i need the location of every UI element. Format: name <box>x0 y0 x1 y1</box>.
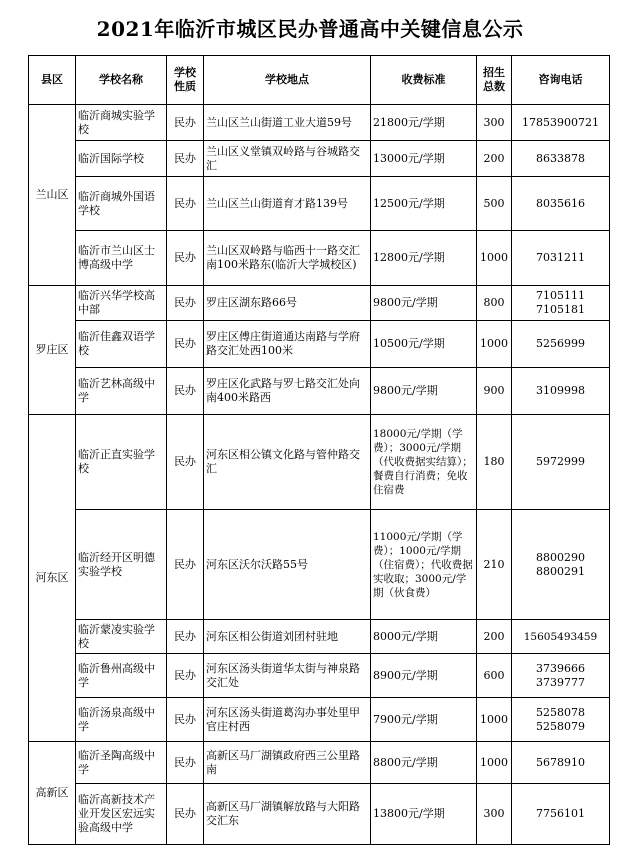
table-row <box>29 231 610 286</box>
school-name: 临沂高新技术产业开发区宏远实验高级中学 <box>76 784 167 845</box>
fee: 13800元/学期 <box>371 784 477 845</box>
enroll: 300 <box>477 784 512 845</box>
school-name: 临沂国际学校 <box>76 141 167 177</box>
phone: 7756101 <box>512 784 610 845</box>
page-title: 2021年临沂市城区民办普通高中关键信息公示 <box>96 16 524 41</box>
fee: 21800元/学期 <box>371 105 477 141</box>
school-address: 河东区相公街道刘团村驻地 <box>204 620 371 654</box>
school-address: 罗庄区湖东路66号 <box>204 286 371 321</box>
school-nature: 民办 <box>167 231 204 286</box>
enroll: 600 <box>477 654 512 698</box>
header-fee: 收费标准 <box>371 56 477 105</box>
school-name: 临沂商城实验学校 <box>76 105 167 141</box>
fee: 18000元/学期（学费）；3000元/学期（代收费据实结算）；餐费自行消费；免收住宿费 <box>371 415 477 510</box>
school-address: 高新区马厂湖镇解放路与大阳路交汇东 <box>204 784 371 845</box>
school-nature: 民办 <box>167 105 204 141</box>
phone: 8035616 <box>512 177 610 231</box>
fee: 10500元/学期 <box>371 321 477 368</box>
school-address: 兰山区义堂镇双岭路与谷城路交汇 <box>204 141 371 177</box>
phone: 8633878 <box>512 141 610 177</box>
fee: 9800元/学期 <box>371 286 477 321</box>
school-nature: 民办 <box>167 177 204 231</box>
school-nature: 民办 <box>167 654 204 698</box>
phone: 8800290 8800291 <box>512 510 610 620</box>
header-nature: 学校性质 <box>167 56 204 105</box>
table-row <box>29 784 610 845</box>
school-address: 河东区相公镇文化路与管仲路交汇 <box>204 415 371 510</box>
phone: 5678910 <box>512 742 610 784</box>
header-school: 学校名称 <box>76 56 167 105</box>
fee: 7900元/学期 <box>371 698 477 742</box>
enroll: 1000 <box>477 742 512 784</box>
school-name: 临沂圣陶高级中学 <box>76 742 167 784</box>
fee: 13000元/学期 <box>371 141 477 177</box>
school-name: 临沂艺林高级中学 <box>76 368 167 415</box>
county-cell: 罗庄区 <box>29 286 76 415</box>
table-row <box>29 698 610 742</box>
county-cell: 河东区 <box>29 415 76 742</box>
school-nature: 民办 <box>167 510 204 620</box>
fee: 11000元/学期（学费）；1000元/学期（住宿费）；代收费据实收取；3000元/学期（伙食费） <box>371 510 477 620</box>
table-row <box>29 177 610 231</box>
header-address: 学校地点 <box>204 56 371 105</box>
enroll: 1000 <box>477 321 512 368</box>
table-row <box>29 510 610 620</box>
school-address: 河东区汤头街道华太街与神泉路交汇处 <box>204 654 371 698</box>
school-nature: 民办 <box>167 620 204 654</box>
fee: 8800元/学期 <box>371 742 477 784</box>
table-row <box>29 286 610 321</box>
header-row <box>29 56 610 105</box>
phone: 15605493459 <box>512 620 610 654</box>
table-row <box>29 620 610 654</box>
school-nature: 民办 <box>167 784 204 845</box>
table-row <box>29 368 610 415</box>
header-phone: 咨询电话 <box>512 56 610 105</box>
school-address: 兰山区兰山街道育才路139号 <box>204 177 371 231</box>
school-address: 河东区汤头街道葛沟办事处里甲官庄村西 <box>204 698 371 742</box>
school-address: 罗庄区化武路与罗七路交汇处向南400米路西 <box>204 368 371 415</box>
phone: 5972999 <box>512 415 610 510</box>
school-nature: 民办 <box>167 415 204 510</box>
school-nature: 民办 <box>167 141 204 177</box>
table-row <box>29 742 610 784</box>
county-cell: 兰山区 <box>29 105 76 286</box>
table-row <box>29 105 610 141</box>
school-nature: 民办 <box>167 368 204 415</box>
phone: 17853900721 <box>512 105 610 141</box>
school-nature: 民办 <box>167 698 204 742</box>
enroll: 1000 <box>477 698 512 742</box>
school-nature: 民办 <box>167 286 204 321</box>
enroll: 300 <box>477 105 512 141</box>
county-cell: 高新区 <box>29 742 76 845</box>
table-row <box>29 321 610 368</box>
school-address: 河东区沃尔沃路55号 <box>204 510 371 620</box>
school-name: 临沂经开区明德实验学校 <box>76 510 167 620</box>
enroll: 200 <box>477 141 512 177</box>
school-name: 临沂汤泉高级中学 <box>76 698 167 742</box>
table-row <box>29 141 610 177</box>
phone: 7105111 7105181 <box>512 286 610 321</box>
school-address: 兰山区双岭路与临西十一路交汇南100米路东(临沂大学城校区) <box>204 231 371 286</box>
school-address: 高新区马厂湖镇政府西三公里路南 <box>204 742 371 784</box>
enroll: 210 <box>477 510 512 620</box>
school-name: 临沂鲁州高级中学 <box>76 654 167 698</box>
enroll: 900 <box>477 368 512 415</box>
phone: 5256999 <box>512 321 610 368</box>
fee: 9800元/学期 <box>371 368 477 415</box>
school-nature: 民办 <box>167 321 204 368</box>
school-name: 临沂兴华学校高中部 <box>76 286 167 321</box>
fee: 12500元/学期 <box>371 177 477 231</box>
school-address: 罗庄区傅庄街道通达南路与学府路交汇处西100米 <box>204 321 371 368</box>
table-row <box>29 415 610 510</box>
enroll: 500 <box>477 177 512 231</box>
header-enroll: 招生总数 <box>477 56 512 105</box>
school-nature: 民办 <box>167 742 204 784</box>
school-address: 兰山区兰山街道工业大道59号 <box>204 105 371 141</box>
enroll: 200 <box>477 620 512 654</box>
enroll: 800 <box>477 286 512 321</box>
enroll: 1000 <box>477 231 512 286</box>
phone: 3109998 <box>512 368 610 415</box>
school-name: 临沂商城外国语学校 <box>76 177 167 231</box>
phone: 7031211 <box>512 231 610 286</box>
info-table <box>28 55 610 845</box>
enroll: 180 <box>477 415 512 510</box>
school-name: 临沂佳鑫双语学校 <box>76 321 167 368</box>
fee: 8000元/学期 <box>371 620 477 654</box>
school-name: 临沂正直实验学校 <box>76 415 167 510</box>
school-name: 临沂蒙凌实验学校 <box>76 620 167 654</box>
fee: 12800元/学期 <box>371 231 477 286</box>
school-name: 临沂市兰山区士博高级中学 <box>76 231 167 286</box>
phone: 3739666 3739777 <box>512 654 610 698</box>
header-county: 县区 <box>29 56 76 105</box>
fee: 8900元/学期 <box>371 654 477 698</box>
table-row <box>29 654 610 698</box>
phone: 5258078 5258079 <box>512 698 610 742</box>
